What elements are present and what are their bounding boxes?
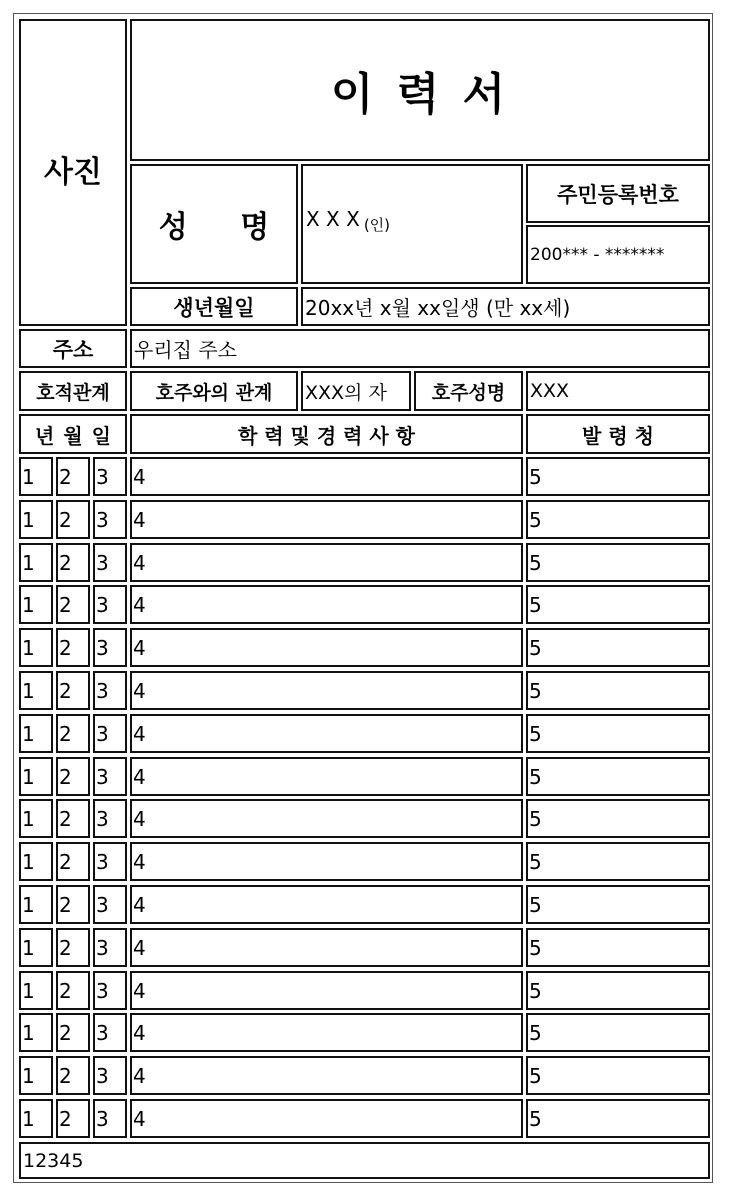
history-day-cell-value: 3 [96,1106,109,1131]
photo-label: 사진 [44,154,102,190]
history-issuer-cell [526,714,710,753]
history-detail-cell-value: 4 [133,1020,146,1045]
history-detail-cell [130,842,523,881]
history-detail-cell [130,585,523,624]
history-day-cell [93,1056,127,1095]
history-detail-cell-value: 4 [133,550,146,575]
history-issuer-cell-value: 5 [529,1020,542,1045]
address-label: 주소 [52,337,94,362]
history-day-cell [93,971,127,1010]
history-issuer-cell-value: 5 [529,721,542,746]
history-detail-cell [130,799,523,838]
history-year-cell-value: 1 [22,806,35,831]
history-issuer-header-label: 발 령 청 [582,423,654,448]
history-month-cell-value: 2 [59,806,72,831]
title-cell [130,19,710,161]
history-detail-cell [130,543,523,582]
history-issuer-header [526,414,710,454]
history-issuer-cell-value: 5 [529,764,542,789]
history-day-cell [93,714,127,753]
history-year-cell-value: 1 [22,1063,35,1088]
history-detail-cell-value: 4 [133,935,146,960]
history-day-cell [93,543,127,582]
history-day-cell-value: 3 [96,892,109,917]
history-year-cell [19,457,53,496]
history-year-cell [19,585,53,624]
history-month-cell [56,543,90,582]
head-relation-value: XXX의 자 [305,381,387,404]
resume-form [13,13,713,1183]
history-year-cell [19,500,53,539]
photo-cell [19,19,127,326]
name-label: 성 명 [158,210,270,245]
head-name-value: XXX [530,380,570,402]
page-title: 이 력 서 [330,69,510,120]
history-issuer-cell [526,928,710,967]
history-issuer-cell [526,799,710,838]
history-day-cell [93,628,127,667]
history-year-cell [19,543,53,582]
history-detail-cell-value: 4 [133,592,146,617]
history-day-cell [93,585,127,624]
history-month-cell-value: 2 [59,635,72,660]
history-detail-cell-value: 4 [133,678,146,703]
history-detail-cell [130,1013,523,1052]
history-year-cell [19,1099,53,1138]
history-year-cell [19,1056,53,1095]
history-month-cell-value: 2 [59,892,72,917]
head-name-value-cell [526,371,710,411]
address-label-cell [19,329,127,368]
history-day-cell [93,842,127,881]
history-month-cell-value: 2 [59,1063,72,1088]
history-issuer-cell-value: 5 [529,464,542,489]
history-date-header-label: 년 월 일 [35,423,111,448]
history-issuer-cell [526,1013,710,1052]
history-year-cell-value: 1 [22,721,35,746]
birth-label-cell [130,287,298,326]
history-issuer-cell-value: 5 [529,935,542,960]
history-issuer-cell [526,457,710,496]
head-relation-value-cell [301,371,411,411]
history-detail-header-label: 학 력 및 경 력 사 항 [237,423,416,448]
seal-mark: (인) [363,215,391,234]
history-day-cell-value: 3 [96,464,109,489]
history-day-cell [93,885,127,924]
history-detail-cell [130,628,523,667]
history-detail-cell [130,971,523,1010]
history-month-cell [56,585,90,624]
history-issuer-cell-value: 5 [529,507,542,532]
history-year-cell [19,928,53,967]
history-date-header [19,414,127,454]
history-issuer-cell [526,1099,710,1138]
history-detail-cell [130,671,523,710]
history-month-cell [56,842,90,881]
history-month-cell-value: 2 [59,849,72,874]
history-year-cell [19,971,53,1010]
history-year-cell-value: 1 [22,592,35,617]
history-year-cell [19,714,53,753]
head-name-label-cell [414,371,523,411]
history-detail-cell-value: 4 [133,721,146,746]
history-month-cell-value: 2 [59,935,72,960]
history-issuer-cell-value: 5 [529,849,542,874]
history-day-cell-value: 3 [96,507,109,532]
history-issuer-cell-value: 5 [529,1063,542,1088]
history-day-cell-value: 3 [96,764,109,789]
history-year-cell-value: 1 [22,935,35,960]
history-detail-cell [130,457,523,496]
history-issuer-cell [526,585,710,624]
id-number-label: 주민등록번호 [557,182,679,207]
history-detail-cell [130,757,523,796]
history-month-cell-value: 2 [59,592,72,617]
relation-label: 호적관계 [36,381,110,404]
birth-label: 생년월일 [173,295,255,320]
history-year-cell [19,885,53,924]
birth-value-cell [301,287,710,326]
history-day-cell-value: 3 [96,678,109,703]
history-month-cell [56,1013,90,1052]
history-day-cell [93,757,127,796]
history-year-cell [19,1013,53,1052]
history-year-cell-value: 1 [22,550,35,575]
history-day-cell-value: 3 [96,635,109,660]
history-detail-cell-value: 4 [133,849,146,874]
history-issuer-cell [526,500,710,539]
history-issuer-cell [526,1056,710,1095]
history-year-cell-value: 1 [22,849,35,874]
history-year-cell-value: 1 [22,507,35,532]
history-detail-cell-value: 4 [133,1106,146,1131]
history-month-cell [56,671,90,710]
name-value-cell [301,164,523,284]
history-issuer-cell [526,671,710,710]
history-detail-cell-value: 4 [133,1063,146,1088]
name-label-cell [130,164,298,284]
history-month-cell [56,885,90,924]
history-month-cell [56,971,90,1010]
history-day-cell [93,799,127,838]
history-year-cell-value: 1 [22,1020,35,1045]
history-day-cell [93,928,127,967]
history-issuer-cell [526,628,710,667]
footer-cell [19,1142,710,1179]
history-issuer-cell-value: 5 [529,806,542,831]
history-issuer-cell [526,842,710,881]
history-detail-cell-value: 4 [133,764,146,789]
history-detail-cell-value: 4 [133,507,146,532]
history-detail-cell-value: 4 [133,978,146,1003]
history-year-cell-value: 1 [22,635,35,660]
history-issuer-cell [526,543,710,582]
history-day-cell [93,1013,127,1052]
history-year-cell [19,842,53,881]
history-month-cell-value: 2 [59,507,72,532]
head-relation-label: 호주와의 관계 [155,381,273,404]
history-detail-cell-value: 4 [133,464,146,489]
history-year-cell [19,628,53,667]
history-day-cell [93,500,127,539]
history-issuer-cell-value: 5 [529,1106,542,1131]
history-issuer-cell-value: 5 [529,592,542,617]
history-month-cell [56,500,90,539]
history-month-cell [56,928,90,967]
history-year-cell [19,799,53,838]
history-issuer-cell-value: 5 [529,892,542,917]
history-year-cell [19,671,53,710]
history-issuer-cell [526,971,710,1010]
history-year-cell-value: 1 [22,892,35,917]
history-month-cell [56,1099,90,1138]
history-day-cell-value: 3 [96,721,109,746]
history-day-cell-value: 3 [96,935,109,960]
id-number-value-cell [526,225,710,284]
history-issuer-cell-value: 5 [529,678,542,703]
history-day-cell-value: 3 [96,978,109,1003]
history-month-cell [56,799,90,838]
history-detail-cell-value: 4 [133,892,146,917]
history-issuer-cell-value: 5 [529,550,542,575]
name-value: X X X [306,207,360,231]
id-number-value: 200*** - ******* [530,244,665,265]
relation-label-cell [19,371,127,411]
history-month-cell-value: 2 [59,721,72,746]
history-day-cell-value: 3 [96,550,109,575]
history-year-cell [19,757,53,796]
history-month-cell [56,714,90,753]
history-month-cell-value: 2 [59,1106,72,1131]
head-relation-label-cell [130,371,298,411]
head-name-label: 호주성명 [431,381,506,404]
history-day-cell [93,1099,127,1138]
history-issuer-cell [526,885,710,924]
history-detail-cell [130,714,523,753]
history-detail-cell [130,500,523,539]
history-issuer-cell [526,757,710,796]
history-day-cell [93,457,127,496]
birth-value: 20xx년 x월 xx일생 (만 xx세) [305,296,571,320]
history-day-cell-value: 3 [96,592,109,617]
history-month-cell-value: 2 [59,550,72,575]
history-day-cell-value: 3 [96,1020,109,1045]
history-detail-cell-value: 4 [133,635,146,660]
history-detail-cell [130,885,523,924]
history-year-cell-value: 1 [22,764,35,789]
history-detail-cell-value: 4 [133,806,146,831]
history-year-cell-value: 1 [22,464,35,489]
footer-value: 12345 [23,1149,84,1172]
history-month-cell-value: 2 [59,1020,72,1045]
history-detail-cell [130,1099,523,1138]
history-year-cell-value: 1 [22,678,35,703]
history-month-cell-value: 2 [59,464,72,489]
history-month-cell-value: 2 [59,678,72,703]
history-detail-cell [130,928,523,967]
history-day-cell [93,671,127,710]
history-day-cell-value: 3 [96,849,109,874]
history-month-cell [56,628,90,667]
history-year-cell-value: 1 [22,1106,35,1131]
history-month-cell [56,457,90,496]
history-detail-header [130,414,523,454]
history-month-cell-value: 2 [59,764,72,789]
history-month-cell [56,757,90,796]
history-detail-cell [130,1056,523,1095]
history-day-cell-value: 3 [96,806,109,831]
history-issuer-cell-value: 5 [529,978,542,1003]
history-month-cell [56,1056,90,1095]
history-day-cell-value: 3 [96,1063,109,1088]
history-month-cell-value: 2 [59,978,72,1003]
history-year-cell-value: 1 [22,978,35,1003]
history-issuer-cell-value: 5 [529,635,542,660]
id-number-label-cell [526,164,710,223]
address-value-cell [130,329,710,368]
address-value: 우리집 주소 [134,338,237,362]
